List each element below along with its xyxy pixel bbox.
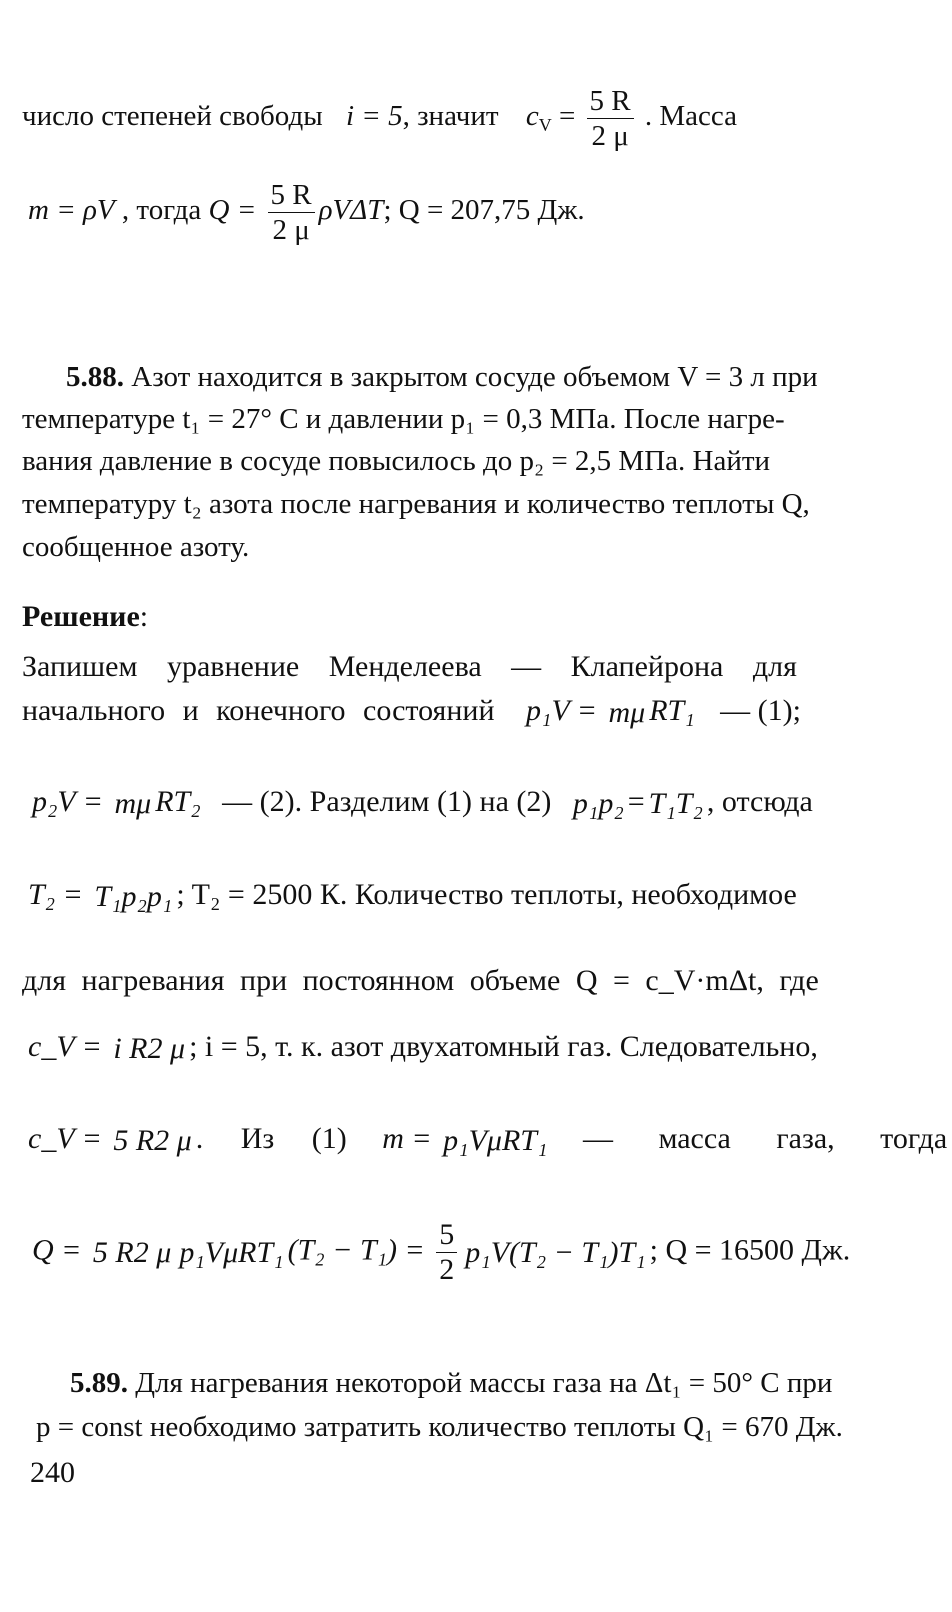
problem-588-text-3: вания давление в сосуде повысилось до p₂ = 2,5 МПа. Найти <box>22 445 771 477</box>
solution-line-1 <box>22 650 844 684</box>
solution-line-8 <box>32 1218 850 1287</box>
m-rest: — масса газа, тогда <box>582 1122 948 1155</box>
prev-q: Q = <box>208 194 257 227</box>
frac-num: 5 <box>436 1218 457 1253</box>
cv-fraction <box>113 1032 185 1066</box>
frac-num: p₁V(T₂ − T₁) <box>465 1235 619 1269</box>
q-fraction-3 <box>436 1218 457 1287</box>
problem-588-line-4 <box>22 487 844 521</box>
problem-588-line-2 <box>22 402 844 436</box>
frac-den: μ <box>136 787 152 821</box>
m-lhs: m = <box>382 1122 432 1155</box>
eq1-fraction <box>608 696 645 730</box>
frac-den: T₁ <box>618 1235 646 1269</box>
eq2-fraction <box>114 787 151 821</box>
frac-num: m <box>114 787 137 821</box>
solution-colon: : <box>139 600 149 633</box>
frac-den: RT₁ <box>238 1235 284 1269</box>
prev-cv-sub: V <box>538 115 552 136</box>
eq1-lhs: p₁V = <box>526 694 597 727</box>
prev-cv: c <box>525 100 539 133</box>
solution-text-2: начального и конечного состояний <box>22 694 495 727</box>
frac-den: 2 μ <box>591 120 629 152</box>
frac-den: T₂ <box>675 787 703 821</box>
page-number <box>30 1456 75 1490</box>
cv2-lhs: c_V = <box>28 1122 102 1155</box>
solution-line-5 <box>22 964 819 998</box>
eq2-rhs: RT₂ <box>155 785 201 818</box>
q-lhs: Q = <box>32 1233 82 1267</box>
frac-num: T₁p₂ <box>94 880 147 914</box>
prev-line-1 <box>22 84 737 153</box>
eq1-rhs: RT₁ <box>649 694 695 727</box>
problem-588-text-4: температуру t₂ азота после нагревания и количество теплоты Q, <box>22 488 810 520</box>
solution-text-1: Запишем уравнение Менделеева — Клапейрона для <box>22 650 797 683</box>
t2-rest: ; T₂ = 2500 К. Количество теплоты, необходимое <box>176 878 797 911</box>
q-mid: (T₂ − T₁) = <box>287 1233 425 1267</box>
frac-num: 5 R <box>113 1124 155 1158</box>
cv2-fraction <box>113 1124 191 1158</box>
problem-588-line-1-content <box>66 360 818 394</box>
frac-den: RT₁ <box>501 1124 548 1158</box>
prev-fraction-1 <box>587 84 634 153</box>
eq2-after: , отсюда <box>706 785 813 818</box>
solution-line-4 <box>28 878 797 914</box>
iz-text: . Из (1) <box>195 1122 347 1155</box>
frac-den: 2 μ <box>133 1235 172 1269</box>
prev-line-2 <box>28 178 585 247</box>
solution-header <box>22 600 148 634</box>
frac-den: 2 <box>439 1253 455 1286</box>
frac-num: 5 R <box>587 84 634 119</box>
cv-lhs: c_V = <box>28 1030 102 1063</box>
frac-den: p₂ <box>598 787 624 821</box>
eq2-lhs: p₂V = <box>32 785 103 818</box>
eq1-tag: — (1); <box>720 694 801 727</box>
problem-588-text-2: температуре t₁ = 27° С и давлении p₁ = 0,3 МПа. После нагре- <box>22 403 785 435</box>
frac-den: p₁ <box>146 880 173 914</box>
problem-588-text-1: Азот находится в закрытом сосуде объемом V = 3 л при <box>131 361 818 393</box>
solution-header-text: Решение <box>22 600 140 633</box>
problem-number-589: 5.89. <box>70 1367 128 1399</box>
problem-number-588: 5.88. <box>66 361 124 393</box>
frac-den: 2 μ <box>147 1032 186 1066</box>
frac-num: T₁ <box>648 787 676 821</box>
solution-text-5: для нагревания при постоянном объеме Q = c_V·mΔt, где <box>22 964 819 997</box>
solution-line-3 <box>32 785 813 821</box>
q-result: ; Q = 16500 Дж. <box>649 1233 851 1267</box>
problem-589-line-2 <box>36 1410 843 1444</box>
frac-num: p₁ <box>572 787 599 821</box>
solution-line-2 <box>22 694 801 730</box>
t2-fraction <box>94 880 172 914</box>
prev-rho: ρVΔT <box>318 194 384 227</box>
frac-den: 2 μ <box>154 1124 192 1158</box>
prev-then2: , тогда <box>121 194 202 227</box>
m-fraction <box>443 1124 547 1158</box>
problem-589-line-1 <box>70 1366 832 1400</box>
prev-text: число степеней свободы <box>22 100 323 133</box>
eq2-tag: — (2). Разделим (1) на (2) <box>222 785 552 818</box>
frac-den: μ <box>630 696 646 730</box>
prev-result: ; Q = 207,75 Дж. <box>383 194 585 227</box>
q-fraction-4 <box>465 1236 645 1270</box>
cv-rest: ; i = 5, т. к. азот двухатомный газ. Следовательно, <box>189 1030 818 1063</box>
page-number-text: 240 <box>30 1456 75 1489</box>
ratio-t-fraction <box>649 787 703 821</box>
frac-num: m <box>608 696 631 730</box>
prev-m: m = ρV <box>28 194 115 227</box>
problem-589-text-2: p = const необходимо затратить количество теплоты Q₁ = 670 Дж. <box>36 1411 843 1443</box>
solution-line-7 <box>28 1122 947 1158</box>
frac-num: i R <box>113 1032 148 1066</box>
solution-line-6 <box>28 1030 818 1066</box>
t2-lhs: T₂ = <box>28 878 83 911</box>
frac-num: 5 R <box>92 1235 134 1269</box>
prev-fraction-2 <box>268 178 315 247</box>
prev-mass: . Масса <box>644 100 738 133</box>
problem-588-line-3 <box>22 444 844 478</box>
prev-i: i = 5 <box>345 100 403 133</box>
ratio-eq: = <box>627 785 645 818</box>
prev-eq: = <box>558 100 576 133</box>
frac-den: 2 μ <box>272 214 310 246</box>
prev-then: , значит <box>402 100 499 133</box>
frac-num: 5 R <box>268 178 315 213</box>
frac-num: p₁Vμ <box>179 1235 239 1269</box>
problem-588-text-5: сообщенное азоту. <box>22 531 250 563</box>
q-fraction-1 <box>93 1236 171 1270</box>
problem-588-line-1 <box>66 360 844 394</box>
ratio-p-fraction <box>573 787 624 821</box>
problem-588-line-5 <box>22 530 249 564</box>
problem-589-text-1: Для нагревания некоторой массы газа на Δt₁ = 50° С при <box>135 1367 833 1399</box>
q-fraction-2 <box>179 1236 283 1270</box>
frac-num: p₁Vμ <box>443 1124 502 1158</box>
